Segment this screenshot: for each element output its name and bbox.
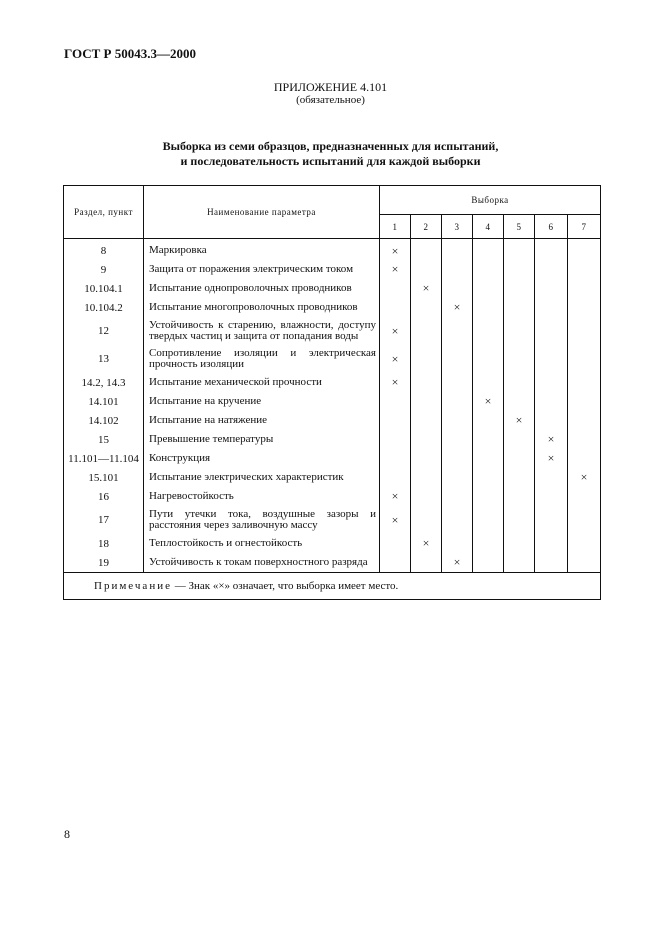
sample-mark-cell xyxy=(442,317,473,345)
note-text: — Знак «×» означает, что выборка имеет место. xyxy=(171,580,399,592)
sample-mark-cell xyxy=(380,468,411,487)
sample-mark-cell xyxy=(442,345,473,373)
sample-mark-cell xyxy=(442,506,473,534)
parameter-cell: Испытание многопроволочных проводников xyxy=(144,298,380,317)
sample-mark-cell xyxy=(504,449,535,468)
sample-mark-cell xyxy=(504,506,535,534)
section-cell: 14.101 xyxy=(64,392,144,411)
sample-mark-cell xyxy=(504,298,535,317)
sample-mark-cell xyxy=(568,345,601,373)
sample-mark-cell xyxy=(504,345,535,373)
section-cell: 18 xyxy=(64,534,144,553)
sample-mark-cell xyxy=(504,279,535,298)
sample-mark-cell xyxy=(411,298,442,317)
sample-mark-cell xyxy=(504,553,535,573)
sample-mark-cell: × xyxy=(380,345,411,373)
section-cell: 15 xyxy=(64,430,144,449)
sample-mark-cell xyxy=(442,534,473,553)
sample-mark-cell xyxy=(473,468,504,487)
table-row xyxy=(64,317,601,345)
header-sample-number: 2 xyxy=(411,215,442,239)
sample-mark-cell xyxy=(473,487,504,506)
parameter-cell: Защита от поражения электрическим током xyxy=(144,260,380,279)
sample-mark-cell xyxy=(473,239,504,261)
sample-mark-cell xyxy=(411,411,442,430)
appendix-title: ПРИЛОЖЕНИЕ 4.101 xyxy=(273,80,388,94)
parameter-cell: Конструкция xyxy=(144,449,380,468)
table-note-row xyxy=(64,573,601,600)
sample-mark-cell xyxy=(380,298,411,317)
sample-mark-cell xyxy=(568,298,601,317)
sample-mark-cell xyxy=(473,260,504,279)
section-cell: 11.101—11.104 xyxy=(64,449,144,468)
sample-mark-cell: × xyxy=(380,239,411,261)
sample-mark-cell: × xyxy=(535,430,568,449)
parameter-cell: Испытание однопроволочных проводников xyxy=(144,279,380,298)
sample-mark-cell xyxy=(504,317,535,345)
sample-mark-cell: × xyxy=(442,298,473,317)
section-cell: 13 xyxy=(64,345,144,373)
table-row xyxy=(64,506,601,534)
sample-mark-cell xyxy=(568,411,601,430)
table-row xyxy=(64,411,601,430)
section-cell: 10.104.2 xyxy=(64,298,144,317)
appendix-heading xyxy=(0,81,661,107)
header-sample-number: 3 xyxy=(442,215,473,239)
samples-table xyxy=(63,185,601,600)
sample-mark-cell xyxy=(535,279,568,298)
table-row xyxy=(64,298,601,317)
table-row xyxy=(64,279,601,298)
table-row xyxy=(64,553,601,573)
sample-mark-cell xyxy=(473,411,504,430)
table-row xyxy=(64,430,601,449)
header-sample-number: 4 xyxy=(473,215,504,239)
section-cell: 12 xyxy=(64,317,144,345)
parameter-cell: Пути утечки тока, воздушные зазоры и расстояния через заливочную массу xyxy=(144,506,380,534)
standard-code: ГОСТ Р 50043.3—2000 xyxy=(64,46,196,61)
sample-mark-cell xyxy=(568,392,601,411)
sample-mark-cell xyxy=(411,239,442,261)
sample-mark-cell xyxy=(504,239,535,261)
sample-mark-cell xyxy=(535,345,568,373)
sample-mark-cell xyxy=(568,449,601,468)
sample-mark-cell xyxy=(568,373,601,392)
header-sample-number: 1 xyxy=(380,215,411,239)
parameter-cell: Устойчивость к старению, влажности, доступу твердых частиц и защита от попадания воды xyxy=(144,317,380,345)
sample-mark-cell xyxy=(380,553,411,573)
sample-mark-cell xyxy=(473,345,504,373)
sample-mark-cell xyxy=(568,239,601,261)
sample-mark-cell xyxy=(473,373,504,392)
sample-mark-cell xyxy=(568,317,601,345)
sample-mark-cell xyxy=(411,553,442,573)
table-row xyxy=(64,468,601,487)
section-cell: 14.102 xyxy=(64,411,144,430)
page-number: 8 xyxy=(64,827,70,841)
sample-mark-cell: × xyxy=(568,468,601,487)
parameter-cell: Нагревостойкость xyxy=(144,487,380,506)
parameter-cell: Испытание электрических характеристик xyxy=(144,468,380,487)
section-cell: 17 xyxy=(64,506,144,534)
sample-mark-cell xyxy=(411,317,442,345)
table-row xyxy=(64,239,601,261)
parameter-cell: Устойчивость к токам поверхностного разряда xyxy=(144,553,380,573)
sample-mark-cell: × xyxy=(442,553,473,573)
sample-mark-cell xyxy=(535,487,568,506)
sample-mark-cell xyxy=(504,430,535,449)
parameter-cell: Испытание на натяжение xyxy=(144,411,380,430)
sample-mark-cell xyxy=(442,392,473,411)
sample-mark-cell xyxy=(473,506,504,534)
section-cell: 9 xyxy=(64,260,144,279)
sample-mark-cell xyxy=(504,487,535,506)
sample-mark-cell xyxy=(411,506,442,534)
sample-mark-cell: × xyxy=(473,392,504,411)
sample-mark-cell xyxy=(535,411,568,430)
sample-mark-cell xyxy=(535,298,568,317)
sample-mark-cell: × xyxy=(380,373,411,392)
sample-mark-cell xyxy=(535,317,568,345)
sample-mark-cell xyxy=(411,373,442,392)
sample-mark-cell: × xyxy=(411,279,442,298)
sample-mark-cell: × xyxy=(380,260,411,279)
sample-mark-cell xyxy=(473,449,504,468)
section-cell: 10.104.1 xyxy=(64,279,144,298)
section-cell: 19 xyxy=(64,553,144,573)
sample-mark-cell xyxy=(473,298,504,317)
table-row xyxy=(64,392,601,411)
parameter-cell: Испытание на кручение xyxy=(144,392,380,411)
header-sample-number: 7 xyxy=(568,215,601,239)
sample-mark-cell xyxy=(504,260,535,279)
sample-mark-cell xyxy=(535,553,568,573)
parameter-cell: Маркировка xyxy=(144,239,380,261)
sample-mark-cell xyxy=(411,487,442,506)
sample-mark-cell xyxy=(568,430,601,449)
sample-mark-cell xyxy=(473,430,504,449)
sample-mark-cell: × xyxy=(380,487,411,506)
sample-mark-cell xyxy=(442,260,473,279)
table-row xyxy=(64,345,601,373)
sample-mark-cell xyxy=(411,345,442,373)
header-sample-number: 6 xyxy=(535,215,568,239)
sample-mark-cell xyxy=(442,239,473,261)
sample-mark-cell xyxy=(442,449,473,468)
section-cell: 14.2, 14.3 xyxy=(64,373,144,392)
table-title-line-1: Выборка из семи образцов, предназначенных для испытаний, xyxy=(162,139,499,153)
sample-mark-cell xyxy=(535,239,568,261)
section-cell: 8 xyxy=(64,239,144,261)
sample-mark-cell: × xyxy=(504,411,535,430)
sample-mark-cell xyxy=(535,260,568,279)
sample-mark-cell xyxy=(442,279,473,298)
sample-mark-cell xyxy=(504,392,535,411)
sample-mark-cell xyxy=(411,260,442,279)
sample-mark-cell xyxy=(568,506,601,534)
sample-mark-cell xyxy=(504,373,535,392)
table-title xyxy=(0,139,661,169)
note-label: Примечание xyxy=(94,580,172,592)
sample-mark-cell xyxy=(380,430,411,449)
sample-mark-cell: × xyxy=(535,449,568,468)
parameter-cell: Испытание механической прочности xyxy=(144,373,380,392)
sample-mark-cell xyxy=(535,373,568,392)
section-cell: 16 xyxy=(64,487,144,506)
header-section: Раздел, пункт xyxy=(64,186,144,239)
parameter-cell: Сопротивление изоляции и электрическая прочность изоляции xyxy=(144,345,380,373)
table-row xyxy=(64,449,601,468)
sample-mark-cell xyxy=(568,487,601,506)
sample-mark-cell: × xyxy=(380,317,411,345)
header-sample-number: 5 xyxy=(504,215,535,239)
sample-mark-cell xyxy=(442,430,473,449)
sample-mark-cell xyxy=(473,317,504,345)
sample-mark-cell xyxy=(535,468,568,487)
table-note xyxy=(64,573,601,600)
sample-mark-cell xyxy=(442,468,473,487)
sample-mark-cell xyxy=(473,534,504,553)
sample-mark-cell xyxy=(380,534,411,553)
sample-mark-cell xyxy=(411,468,442,487)
appendix-subtitle: (обязательное) xyxy=(296,94,365,106)
sample-mark-cell xyxy=(442,487,473,506)
sample-mark-cell xyxy=(380,279,411,298)
sample-mark-cell xyxy=(473,279,504,298)
table-title-line-2: и последовательность испытаний для каждой выборки xyxy=(180,154,481,168)
sample-mark-cell xyxy=(535,534,568,553)
sample-mark-cell xyxy=(473,553,504,573)
header-sample: Выборка xyxy=(380,186,601,215)
parameter-cell: Теплостойкость и огнестойкость xyxy=(144,534,380,553)
section-cell: 15.101 xyxy=(64,468,144,487)
table-row xyxy=(64,534,601,553)
sample-mark-cell: × xyxy=(411,534,442,553)
sample-mark-cell: × xyxy=(380,506,411,534)
sample-mark-cell xyxy=(380,411,411,430)
parameter-cell: Превышение температуры xyxy=(144,430,380,449)
table-row xyxy=(64,373,601,392)
sample-mark-cell xyxy=(411,430,442,449)
sample-mark-cell xyxy=(504,534,535,553)
sample-mark-cell xyxy=(535,506,568,534)
table-row xyxy=(64,487,601,506)
sample-mark-cell xyxy=(568,279,601,298)
sample-mark-cell xyxy=(442,373,473,392)
sample-mark-cell xyxy=(380,392,411,411)
sample-mark-cell xyxy=(568,553,601,573)
sample-mark-cell xyxy=(535,392,568,411)
sample-mark-cell xyxy=(442,411,473,430)
sample-mark-cell xyxy=(411,449,442,468)
sample-mark-cell xyxy=(411,392,442,411)
sample-mark-cell xyxy=(568,534,601,553)
sample-mark-cell xyxy=(380,449,411,468)
sample-mark-cell xyxy=(504,468,535,487)
table-row xyxy=(64,260,601,279)
header-parameter: Наименование параметра xyxy=(144,186,380,239)
sample-mark-cell xyxy=(568,260,601,279)
